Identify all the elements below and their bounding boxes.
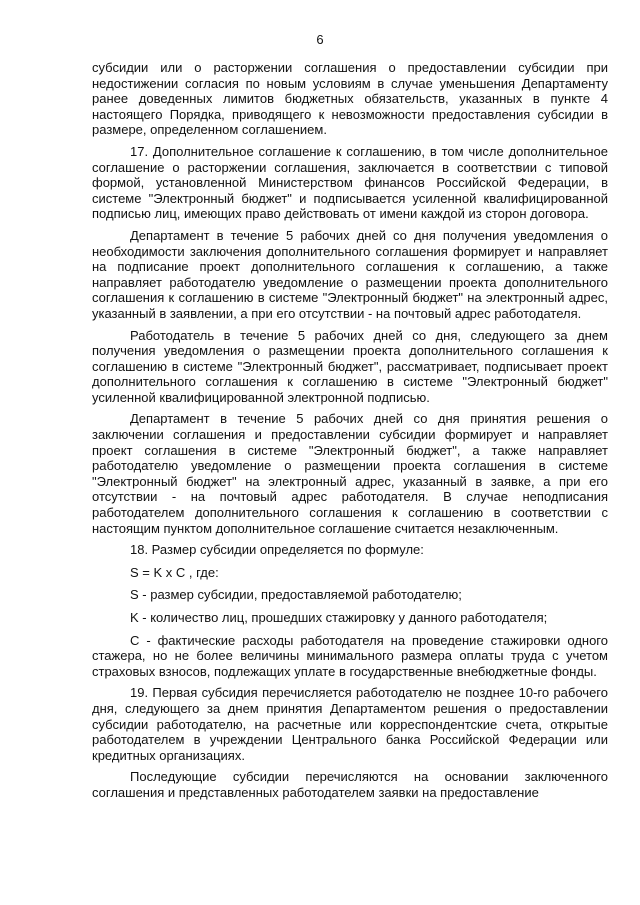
paragraph-employer-signing: Работодатель в течение 5 рабочих дней со дня, следующего за днем получения уведомления о размещении проекта дополнительного соглашения к соглашению в системе "Электронный бюджет", рассматривает, подписывает проект дополнительного соглашения к соглашению в системе "Электронный бюджет" усиленной квалифицированной электронной подписью. [92, 327, 608, 405]
formula-definition-s: S - размер субсидии, предоставляемой работодателю; [130, 587, 462, 603]
paragraph-department-additional-agreement: Департамент в течение 5 рабочих дней со дня получения уведомления о необходимости заключения дополнительного соглашения формирует и направляет на подписание проект дополнительного соглашения к соглашению, а также направляет работодателю уведомление о размещении проекта дополнительного соглашения к соглашению в системе "Электронный бюджет" на электронный адрес, указанный в заявлении, а при его отсутствии - на почтовый адрес работодателя. [92, 227, 608, 321]
formula-definition-k: K - количество лиц, прошедших стажировку у данного работодателя; [130, 610, 548, 625]
paragraph-clause-17: 17. Дополнительное соглашение к соглашению, в том числе дополнительное соглашение о расторжении соглашения, заключается в соответствии с типовой формой, установленной Министерством финансов Российской Федерации, в системе "Электронный бюджет" и подписывается усиленной квалифицированной подписью лиц, имеющих право действовать от имени каждой из сторон договора. [92, 143, 608, 222]
paragraph-department-agreement-project: Департамент в течение 5 рабочих дней со дня принятия решения о заключении соглашения и предоставлении субсидии формирует и направляет проект соглашения в системе "Электронный бюджет", а также направляет работодателю уведомление о размещении проекта соглашения в системе "Электронный бюджет" на электронный адрес, указанный в заявке, а при его отсутствии - на почтовый адрес работодателя. В случае неподписания работодателем дополнительного соглашения к соглашению в соответствии с настоящим пунктом дополнительное соглашение считается незаключенным. [92, 411, 608, 536]
page-number: 6 [316, 32, 324, 47]
paragraph-subsequent-subsidies: Последующие субсидии перечисляются на основании заключенного соглашения и представленных работодателем заявки на предоставление [92, 769, 608, 800]
formula-definition-c: C - фактические расходы работодателя на проведение стажировки одного стажера, но не более величины минимального размера оплаты труда с учетом страховых взносов, подлежащих уплате в государственные внебюджетные фонды. [92, 632, 608, 679]
document-body [92, 60, 608, 807]
paragraph-clause-18: 18. Размер субсидии определяется по формуле: [130, 542, 424, 558]
paragraph-continuation: субсидии или о расторжении соглашения о предоставлении субсидии при недостижении согласия по новым условиям в случае уменьшения Департаменту ранее доведенных лимитов бюджетных обязательств, указанных в пункте 4 настоящего Порядка, приводящего к невозможности предоставления субсидии в размере, определенном соглашением. [92, 60, 608, 138]
formula: S = K x C , где: [130, 564, 219, 580]
paragraph-clause-19: 19. Первая субсидия перечисляется работодателю не позднее 10-го рабочего дня, следующего за днем принятия Департаментом решения о предоставлении субсидии работодателю, на расчетные или корреспондентские счета, открытые работодателем в учреждении Центрального банка Российской Федерации или кредитных организациях. [92, 685, 608, 763]
